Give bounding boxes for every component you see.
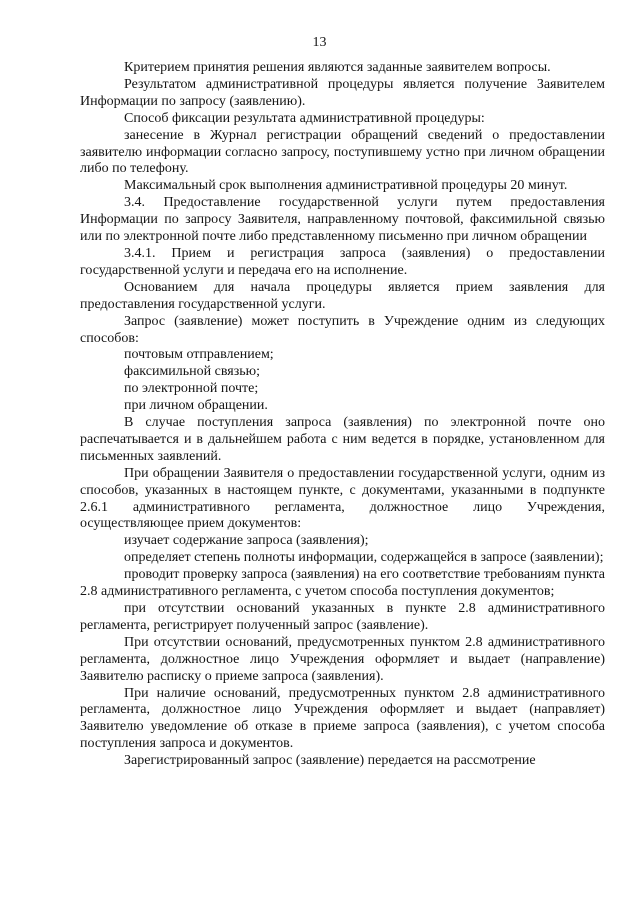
paragraph: при отсутствии оснований указанных в пункте 2.8 административного регламента, регистрирует полученный запрос (заявление). [80, 601, 605, 633]
paragraph: Максимальный срок выполнения административной процедуры 20 минут. [124, 178, 568, 194]
paragraph: В случае поступления запроса (заявления) по электронной почте оно распечатывается и в дальнейшем работа с ним ведется в порядке, установленном для письменных заявлений. [80, 415, 605, 464]
paragraph: При наличие оснований, предусмотренных пунктом 2.8 административного регламента, должностное лицо Учреждения оформляет и выдает (направляет) Заявителю уведомление об отказе в приеме запроса (заявления), с учетом способа поступления запроса и документов. [80, 685, 605, 752]
paragraph: Критерием принятия решения являются заданные заявителем вопросы. [124, 60, 551, 75]
paragraph: При обращении Заявителя о предоставлении государственной услуги, одним из способов, указанных в настоящем пункте, с документами, указанными в подпункте 2.6.1 административного регламента, должностное лицо Учреждения, осуществляющее прием документов: [80, 465, 605, 532]
list-item: почтовым отправлением; [124, 347, 274, 363]
paragraph: Запрос (заявление) может поступить в Учреждение одним из следующих способов: [80, 313, 605, 346]
paragraph: 3.4.1. Прием и регистрация запроса (заявления) о предоставлении государственной услуги и передача его на исполнение. [80, 245, 605, 278]
paragraph: Способ фиксации результата административной процедуры: [124, 110, 485, 126]
paragraph: Основанием для начала процедуры является прием заявления для предоставления государственной услуги. [80, 279, 605, 312]
paragraph: При отсутствии оснований, предусмотренных пунктом 2.8 административного регламента, должностное лицо Учреждения оформляет и выдает (направление) Заявителю расписку о приеме запроса (заявления). [80, 634, 605, 684]
paragraph: определяет степень полноты информации, содержащейся в запросе (заявлении); [124, 550, 604, 566]
paragraph: изучает содержание запроса (заявления); [124, 533, 369, 549]
list-item: факсимильной связью; [124, 364, 260, 380]
document-body [80, 60, 605, 770]
paragraph: проводит проверку запроса (заявления) на его соответствие требованиям пункта 2.8 административного регламента, с учетом способа поступления документов; [80, 567, 605, 600]
list-item: при личном обращении. [124, 398, 268, 414]
paragraph: Результатом административной процедуры является получение Заявителем Информации по запросу (заявлению). [80, 76, 605, 109]
page-number: 13 [312, 35, 327, 50]
paragraph: Зарегистрированный запрос (заявление) передается на рассмотрение [124, 753, 536, 769]
paragraph: занесение в Журнал регистрации обращений сведений о предоставлении заявителю информации согласно запросу, поступившему устно при личном обращении либо по телефону. [80, 127, 605, 177]
paragraph: 3.4. Предоставление государственной услуги путем предоставления Информации по запросу Заявителя, направленному почтовой, факсимильной связью или по электронной почте либо представленному письменно при личном обращении [80, 195, 605, 245]
list-item: по электронной почте; [124, 381, 259, 397]
